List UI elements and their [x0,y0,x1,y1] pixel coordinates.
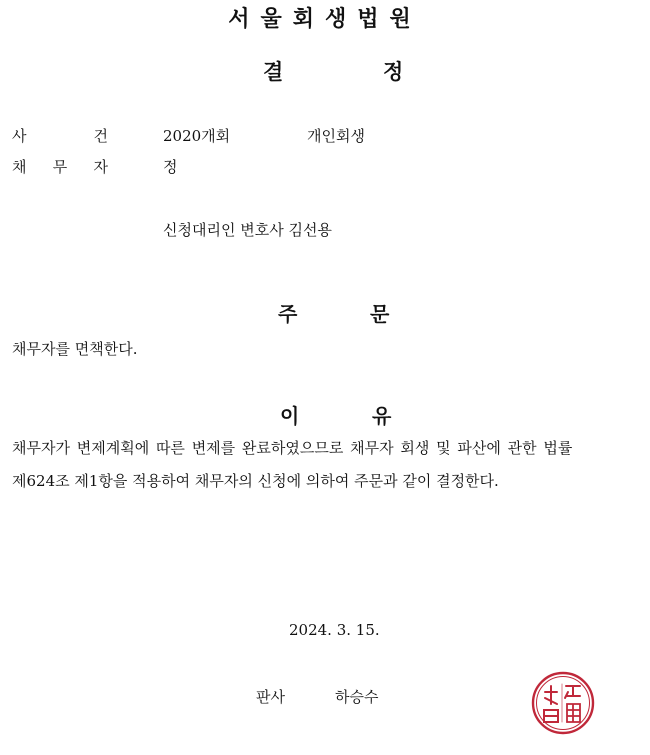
decision-date: 2024. 3. 15. [289,621,380,639]
order-text: 채무자를 면책한다. [12,340,138,358]
case-number: 2020개회 [163,127,231,145]
case-type: 개인회생 [307,127,365,145]
debtor-label-char: 자 [93,158,108,176]
doc-type-left: 결 [263,60,284,84]
reason-line-1: 채무자가 변제계획에 따른 변제를 완료하였으므로 채무자 회생 및 파산에 관한 법률 [12,439,573,457]
case-label-char: 사 [12,127,27,145]
reason-line-2: 제624조 제1항을 적용하여 채무자의 신청에 의하여 주문과 같이 결정한다. [12,472,499,490]
doc-type-right: 정 [383,60,404,84]
judge-title: 판사 [256,688,285,706]
case-label [12,125,108,146]
court-seal-icon [530,670,596,736]
court-name: 서울회생법원 [228,7,422,32]
applicant-agent: 신청대리인 변호사 김선용 [163,221,332,239]
debtor-label-char: 무 [52,158,68,176]
reason-heading-left: 이 [280,404,300,428]
reason-heading-right: 유 [372,404,392,428]
case-label-char: 건 [93,127,108,145]
debtor-label-char: 채 [12,158,27,176]
order-heading-right: 문 [370,302,390,326]
debtor-label [12,156,108,177]
debtor-name: 정 [163,158,178,176]
order-heading-left: 주 [278,302,298,326]
judge-name: 하승수 [335,688,379,706]
